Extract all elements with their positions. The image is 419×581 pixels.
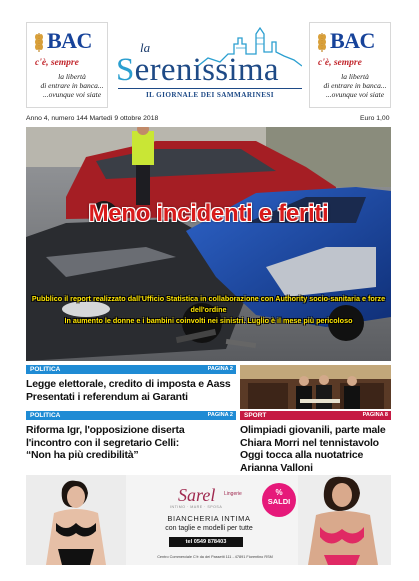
ad-heading: BIANCHERIA INTIMA bbox=[167, 514, 251, 523]
bac-brand: BAC bbox=[330, 28, 375, 53]
bac-subtext: la libertà di entrare in banca... ...ovunque voi siate bbox=[323, 72, 387, 99]
article-title-referendum[interactable]: Legge elettorale, credito di imposta e Aass Presentati i referendum ai Garanti bbox=[26, 378, 231, 403]
hero-story[interactable] bbox=[26, 127, 391, 361]
hero-headline: Meno incidenti e feriti bbox=[88, 200, 329, 227]
issue-price: Euro 1,00 bbox=[360, 115, 390, 122]
bac-slogan: c'è, sempre bbox=[35, 58, 79, 68]
bac-ad-right[interactable] bbox=[309, 22, 391, 108]
article-title-igr[interactable]: Riforma Igr, l'opposizione diserta l'incontro con il segretario Celli: “Non ha più credibilità” bbox=[26, 424, 185, 461]
masthead-rule bbox=[118, 88, 302, 89]
sarel-tagline: INTIMO · MARE · SPOSA bbox=[170, 505, 223, 509]
section-bar-politica: POLITICA PAGINA 2 bbox=[26, 411, 236, 420]
issue-info: Anno 4, numero 144 Martedì 9 ottobre 2018 bbox=[26, 115, 159, 122]
saldi-badge: % SALDI bbox=[262, 483, 296, 517]
bac-subtext: la libertà di entrare in banca... ...ovunque voi siate bbox=[40, 72, 104, 99]
sarel-logo: Sarel bbox=[178, 485, 216, 505]
hero-subheadline: Pubblico il report realizzato dall'Ufficio Statistica in collaborazione con Authority socio-sanitaria e forze dell'ordine In aumento le donne e i bambini coinvolti nei sinistri. Luglio è il mese più pericoloso bbox=[31, 294, 386, 325]
sarel-lingerie-ad[interactable] bbox=[26, 475, 391, 565]
article-title-olimpiadi[interactable]: Olimpiadi giovanili, parte male Chiara Morri nel tennistavolo Oggi tocca alla nuotatrice Arianna Valloni bbox=[240, 424, 386, 474]
percent-icon: % bbox=[275, 488, 283, 497]
ad-body: con taglie e modelli per tutte bbox=[165, 525, 253, 532]
bac-slogan: c'è, sempre bbox=[318, 58, 362, 68]
masthead-prefix: la bbox=[140, 40, 151, 55]
sarel-subtitle: Lingerie bbox=[224, 491, 242, 497]
bac-ad-left[interactable] bbox=[26, 22, 108, 108]
captains-regent-photo bbox=[240, 365, 391, 409]
masthead-title[interactable]: Serenissima bbox=[116, 52, 279, 88]
ad-address: Centro Commerciale C'è da dei Passetti 111 - 47891 Fiorentino RSM bbox=[157, 555, 273, 559]
section-bar-politica: POLITICA PAGINA 2 bbox=[26, 365, 236, 374]
bac-brand: BAC bbox=[47, 28, 92, 53]
wheat-icon bbox=[33, 31, 45, 53]
section-bar-sport: SPORT PAGINA 8 bbox=[240, 411, 391, 420]
ad-phone[interactable]: tel 0549 878403 bbox=[169, 537, 243, 547]
wheat-icon bbox=[316, 31, 328, 53]
bac-logo bbox=[316, 28, 386, 55]
bac-logo bbox=[33, 28, 103, 55]
masthead-tagline: IL GIORNALE DEI SAMMARINESI bbox=[145, 91, 275, 99]
